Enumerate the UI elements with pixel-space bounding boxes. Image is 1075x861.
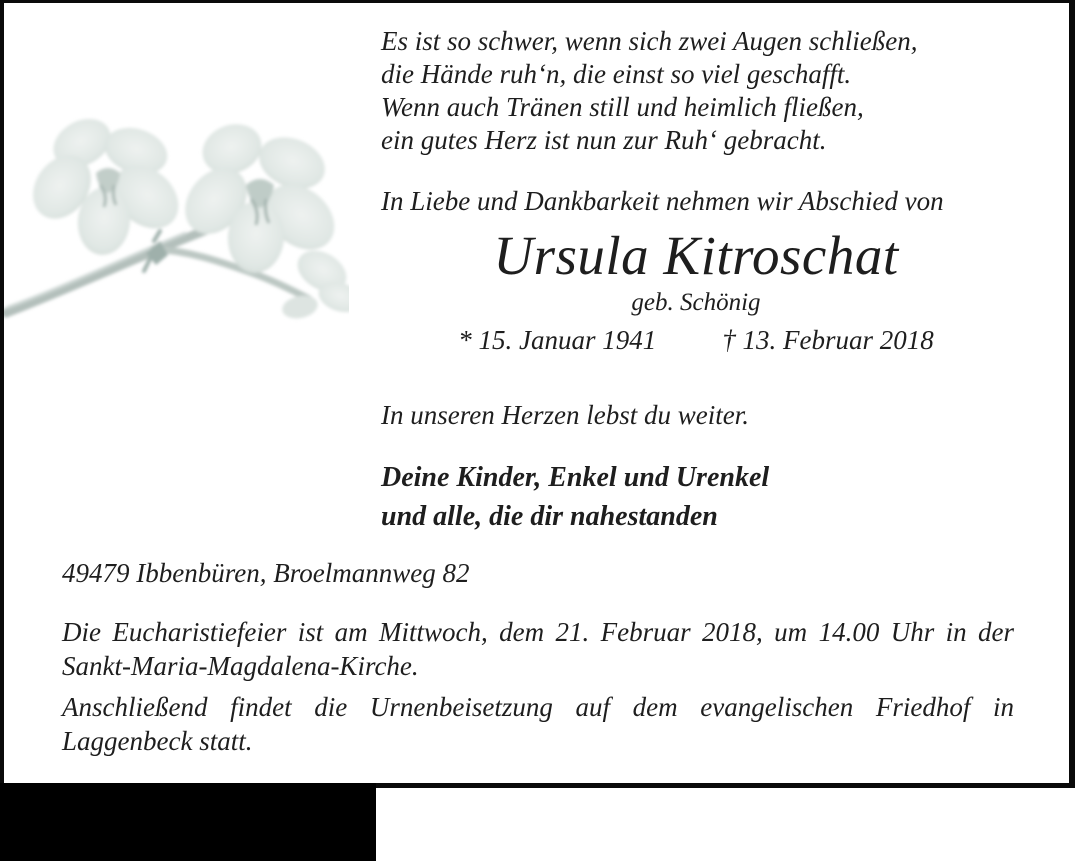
poem-line: Wenn auch Tränen still und heimlich fließen, [381,92,864,122]
deceased-name: Ursula Kitroschat [493,225,899,286]
service-info: Die Eucharistiefeier ist am Mittwoch, dem 21. Februar 2018, um 14.00 Uhr in der Sankt-Maria-Magdalena-Kirche. [62,617,1014,681]
burial-info: Anschließend findet die Urnenbeisetzung auf dem evangelischen Friedhof in Laggenbeck statt. [62,692,1014,756]
address-line: 49479 Ibbenbüren, Broelmannweg 82 [62,558,470,588]
poem [381,25,917,157]
redaction-box [0,783,376,861]
mourners-line: Deine Kinder, Enkel und Urenkel [381,462,770,493]
deceased-headline [381,225,1011,356]
death-date: † 13. Februar 2018 [722,325,934,355]
poem-line: ein gutes Herz ist nun zur Ruh‘ gebracht. [381,125,827,155]
poem-line: Es ist so schwer, wenn sich zwei Augen schließen, [381,26,918,56]
mourners-line: und alle, die dir nahestanden [381,501,718,532]
orchid-flower-icon [4,101,349,336]
mourners [381,458,769,536]
farewell-intro: In Liebe und Dankbarkeit nehmen wir Abschied von [381,186,944,216]
remembrance-line: In unseren Herzen lebst du weiter. [381,400,749,430]
poem-line: die Hände ruh‘n, die einst so viel geschafft. [381,59,852,89]
maiden-name: geb. Schönig [631,289,761,316]
birth-date: * 15. Januar 1941 [458,325,657,355]
life-dates [381,324,1011,356]
